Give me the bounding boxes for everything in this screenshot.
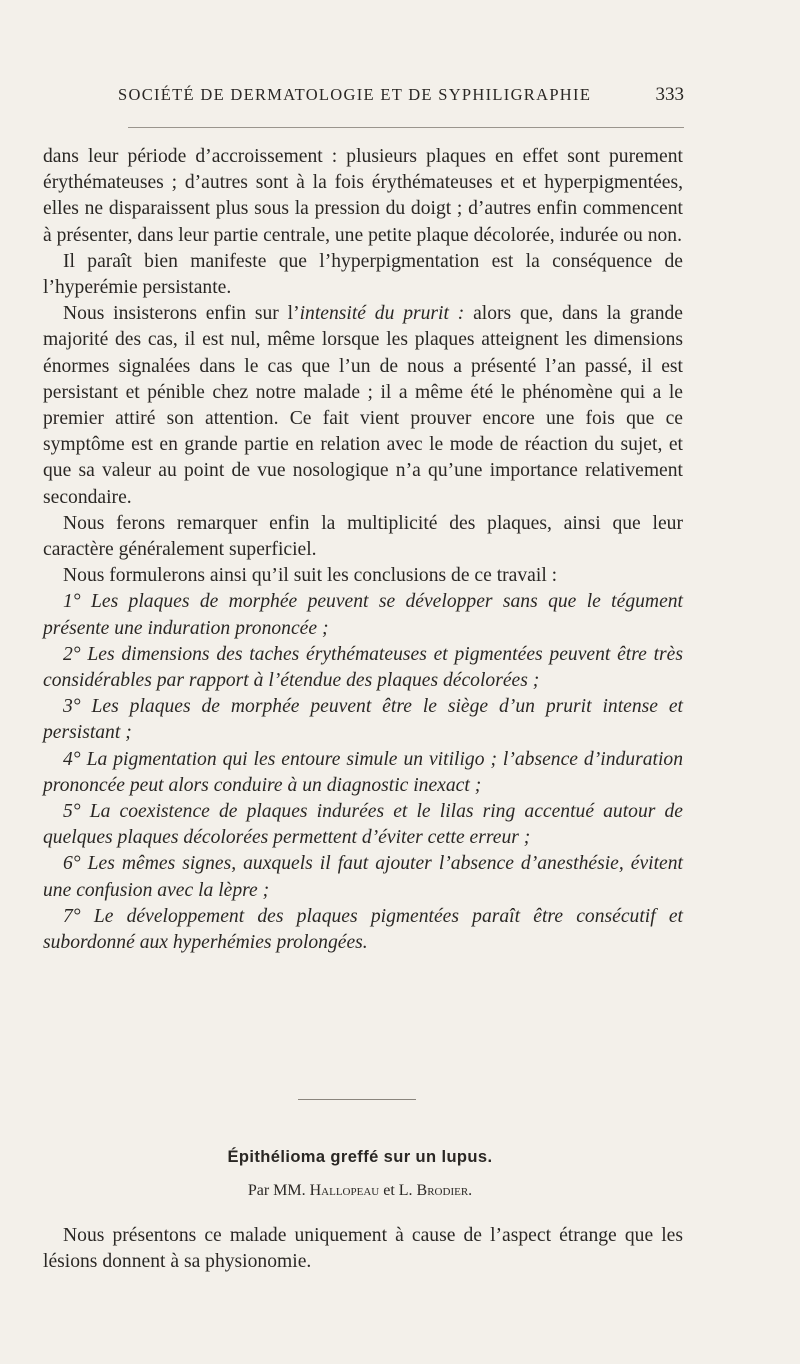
author-name: Hallopeau — [309, 1182, 380, 1199]
conclusion-item: 6° Les mêmes signes, auxquels il faut ajouter l’absence d’anesthésie, évitent une confusion avec la lèpre ; — [43, 853, 683, 901]
conclusion-item: 2° Les dimensions des taches érythémateuses et pigmentées peuvent être très considérables par rapport à l’étendue des plaques décolorées ; — [43, 643, 683, 692]
conclusion-item: 7° Le développement des plaques pigmentées paraît être consécutif et subordonné aux hyperhémies prolongées. — [43, 905, 683, 954]
author-name: Brodier. — [416, 1182, 473, 1199]
paragraph: dans leur période d’accroissement : plusieurs plaques en effet sont purement érythémateuses ; d’autres sont à la fois érythémateuses et et hyperpigmentées, elles ne disparaissent plus sous la pression du doigt ; d’autres enfin commencent à présenter, dans leur partie centrale, une petite plaque décolorée, indurée ou non. — [43, 146, 683, 246]
page-number: 333 — [655, 84, 684, 105]
running-header — [118, 84, 684, 106]
conclusion-item: 4° La pigmentation qui les entoure simule un vitiligo ; l’absence d’induration prononcée peut alors conduire à un diagnostic inexact ; — [43, 748, 683, 796]
authors-conjunction: et L. — [383, 1182, 413, 1199]
paragraph-end: alors que, dans la grande majorité des cas, il est nul, même lorsque les plaques atteignent les dimensions énormes signalées dans le cas que l’un de nous a présenté l’an passé, il est persistant et pénible chez notre malade ; il a même été le phénomène qui a le premier attiré son attention. Ce fait vient prouver encore une fois que ce symptôme est en grande partie en relation avec le mode de réaction du sujet, et que sa valeur au point de vue nosologique n’a qu’une importance relativement secondaire. — [43, 303, 683, 508]
section-text — [43, 1223, 683, 1275]
section-title: Épithélioma greffé sur un lupus. — [227, 1148, 493, 1166]
paragraph: Nous ferons remarquer enfin la multiplicité des plaques, ainsi que leur caractère généralement superficiel. — [43, 512, 683, 561]
paragraph — [43, 301, 683, 511]
conclusion-item: 5° La coexistence de plaques indurées et le lilas ring accentué autour de quelques plaques décolorées permettent d’éviter cette erreur ; — [43, 801, 683, 849]
conclusion-item: 1° Les plaques de morphée peuvent se développer sans que le tégument présente une induration prononcée ; — [43, 591, 683, 639]
paragraph: Nous formulerons ainsi qu’il suit les conclusions de ce travail : — [63, 565, 558, 587]
section-authors — [0, 1182, 720, 1200]
section-divider — [298, 1099, 416, 1100]
main-text — [43, 144, 683, 956]
paragraph-start: Nous insisterons enfin sur l’ — [63, 303, 300, 325]
paragraph: Nous présentons ce malade uniquement à cause de l’aspect étrange que les lésions donnent à sa physionomie. — [43, 1225, 683, 1273]
running-title: SOCIÉTÉ DE DERMATOLOGIE ET DE SYPHILIGRAPHIE — [118, 85, 592, 104]
header-rule — [128, 127, 684, 128]
conclusion-item: 3° Les plaques de morphée peuvent être le siège d’un prurit intense et persistant ; — [43, 696, 683, 744]
paragraph: Il paraît bien manifeste que l’hyperpigmentation est la conséquence de l’hyperémie persistante. — [43, 250, 683, 299]
emphasis: intensité du prurit : — [299, 303, 465, 325]
authors-prefix: Par MM. — [247, 1182, 306, 1199]
